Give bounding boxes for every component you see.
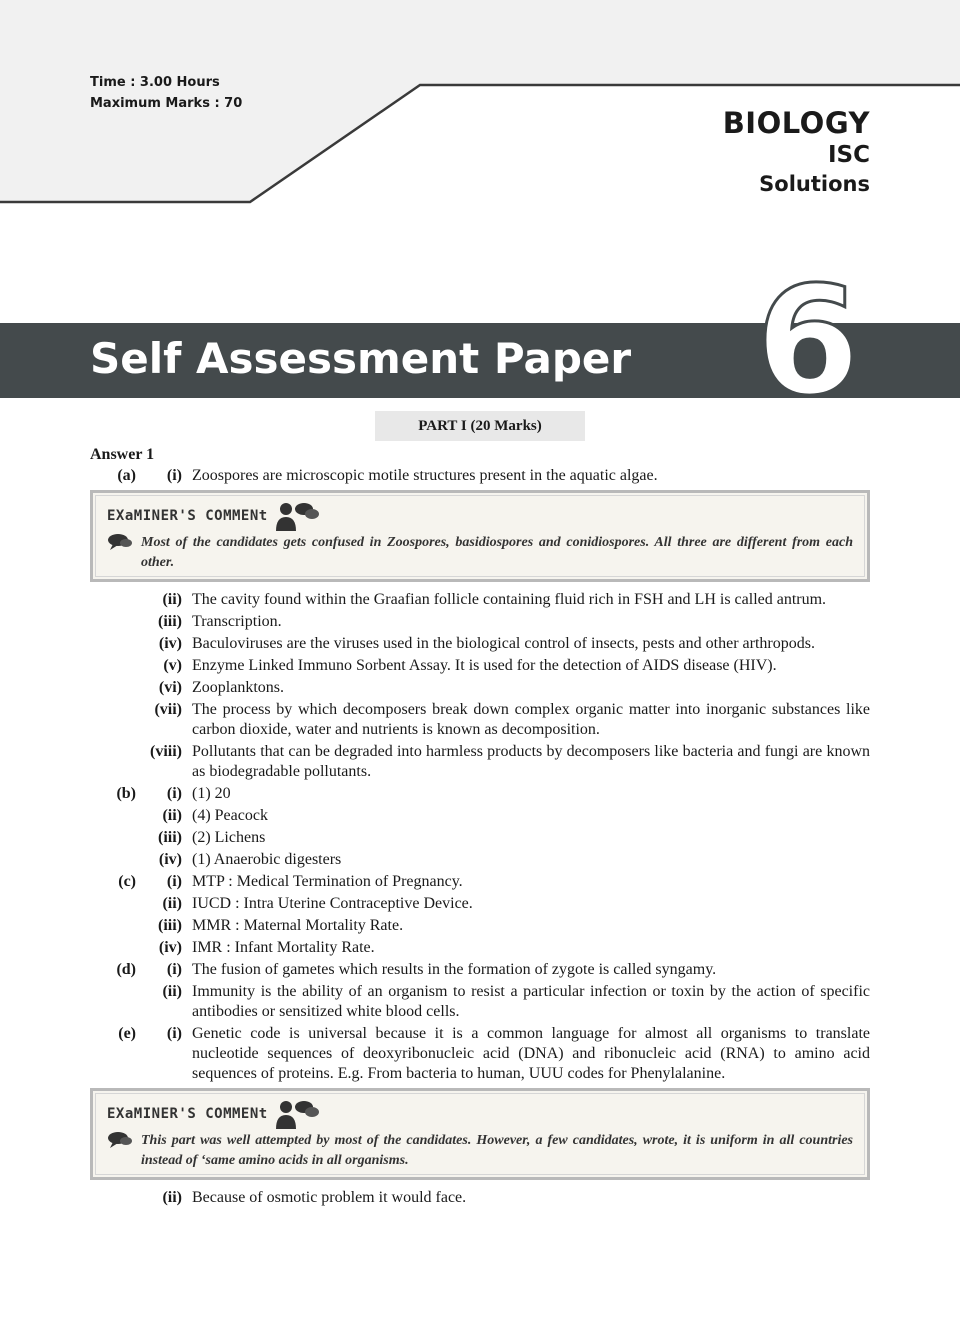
answer-item xyxy=(90,894,870,914)
item-text: Immunity is the ability of an organism to resist a particular infection or toxin by the action of specific antibodies or sensitized white blood cells. xyxy=(192,983,870,1020)
answer-item xyxy=(90,982,870,1022)
sub-item-label: (ii) xyxy=(162,1189,182,1206)
sub-item-label: (i) xyxy=(166,467,182,484)
answer-item xyxy=(90,466,870,486)
answer-item xyxy=(90,634,870,654)
speech-people-icon xyxy=(274,1099,320,1129)
page-title: Self Assessment Paper xyxy=(90,334,632,383)
answer-item xyxy=(90,678,870,698)
answer-item xyxy=(90,590,870,610)
answer-item xyxy=(90,828,870,848)
item-label: (e) xyxy=(118,1025,136,1042)
part-heading: PART I (20 Marks) xyxy=(375,411,585,441)
speech-people-icon xyxy=(274,501,320,531)
item-text: (4) Peacock xyxy=(192,807,268,824)
sub-item-label: (iv) xyxy=(158,635,182,652)
answer-title: Answer 1 xyxy=(90,446,155,463)
time-label: Time : 3.00 Hours xyxy=(90,75,220,90)
item-text: Baculoviruses are the viruses used in the biological control of insects, pests and other arthropods. xyxy=(192,635,815,652)
sub-item-label: (iii) xyxy=(158,917,182,934)
answer-item xyxy=(90,700,870,740)
answer-item xyxy=(90,1024,870,1084)
item-text: Enzyme Linked Immuno Sorbent Assay. It is used for the detection of AIDS disease (HIV). xyxy=(192,657,777,674)
examiner-comment xyxy=(90,1088,870,1180)
item-text: MMR : Maternal Mortality Rate. xyxy=(192,917,404,934)
item-text: Genetic code is universal because it is a common language for almost all organisms to translate nucleotide sequences of deoxyribonucleic acid (DNA) and ribonucleic acid (RNA) to amino acid sequences of proteins. E.g. From bacteria to human, UUU codes for Phenylalanine. xyxy=(192,1025,870,1082)
subject-block xyxy=(723,106,870,198)
item-label: (b) xyxy=(116,785,136,802)
item-text: Pollutants that can be degraded into harmless products by decomposers like bacteria and fungi are known as biodegradable pollutants. xyxy=(192,743,870,780)
paper-number: 6 xyxy=(755,255,860,429)
item-label: (a) xyxy=(117,467,136,484)
comment-text: Most of the candidates gets confused in Zoospores, basidiospores and conidiospores. All three are different from each other. xyxy=(141,535,853,570)
item-text: (1) 20 xyxy=(192,785,231,802)
sub-item-label: (ii) xyxy=(162,983,182,1000)
sub-item-label: (i) xyxy=(166,785,182,802)
item-text: The cavity found within the Graafian follicle containing fluid rich in FSH and LH is called antrum. xyxy=(192,591,827,608)
item-text: Zoospores are microscopic motile structures present in the aquatic algae. xyxy=(192,467,658,484)
item-label: (d) xyxy=(116,961,136,978)
comment-title: EXaMINER'S COMMENt xyxy=(107,1106,268,1122)
item-text: The process by which decomposers break down complex organic matter into inorganic substances like carbon dioxide, water and nutrients is known as decomposition. xyxy=(192,701,870,738)
item-text: Because of osmotic problem it would face. xyxy=(192,1189,467,1206)
sub-item-label: (ii) xyxy=(162,591,182,608)
sub-item-label: (i) xyxy=(166,873,182,890)
comment-title: EXaMINER'S COMMENt xyxy=(107,508,268,524)
sub-item-label: (vi) xyxy=(158,679,182,696)
answer-item xyxy=(90,784,870,804)
kind-label: Solutions xyxy=(759,172,870,196)
board-label: ISC xyxy=(827,142,870,168)
sub-item-label: (vii) xyxy=(154,701,182,718)
answer-item xyxy=(90,850,870,870)
sub-item-label: (iv) xyxy=(158,939,182,956)
max-marks-label: Maximum Marks : 70 xyxy=(90,96,243,111)
sub-item-label: (iii) xyxy=(158,829,182,846)
answer-item xyxy=(90,1188,870,1208)
speech-bubble-icon xyxy=(107,533,133,551)
sub-item-label: (iii) xyxy=(158,613,182,630)
answer-item xyxy=(90,612,870,632)
subject-title: BIOLOGY xyxy=(722,106,870,140)
answer-item xyxy=(90,656,870,676)
item-text: The fusion of gametes which results in the formation of zygote is called syngamy. xyxy=(192,961,717,978)
answer-item xyxy=(90,916,870,936)
speech-bubble-icon xyxy=(107,1131,133,1149)
item-text: IMR : Infant Mortality Rate. xyxy=(192,939,375,956)
item-text: (2) Lichens xyxy=(192,829,266,846)
item-text: Zooplanktons. xyxy=(192,679,284,696)
sub-item-label: (i) xyxy=(166,961,182,978)
answer-item xyxy=(90,938,870,958)
item-text: IUCD : Intra Uterine Contraceptive Device. xyxy=(192,895,473,912)
sub-item-label: (i) xyxy=(166,1025,182,1042)
sub-item-label: (ii) xyxy=(162,895,182,912)
comment-text: This part was well attempted by most of the candidates. However, a few candidates, wrote, it is uniform in all countries instead of ‘same amino acids in all organisms. xyxy=(141,1133,853,1168)
item-label: (c) xyxy=(118,873,136,890)
sub-item-label: (v) xyxy=(163,657,182,674)
sub-item-label: (ii) xyxy=(162,807,182,824)
answer-item xyxy=(90,872,870,892)
sub-item-label: (iv) xyxy=(158,851,182,868)
answer-item xyxy=(90,806,870,826)
item-text: MTP : Medical Termination of Pregnancy. xyxy=(192,873,463,890)
answer-content xyxy=(90,444,870,1210)
sub-item-label: (viii) xyxy=(150,743,182,760)
exam-meta xyxy=(90,72,242,114)
item-text: Transcription. xyxy=(192,613,282,630)
answer-item xyxy=(90,742,870,782)
examiner-comment xyxy=(90,490,870,582)
item-text: (1) Anaerobic digesters xyxy=(192,851,342,868)
answer-item xyxy=(90,960,870,980)
